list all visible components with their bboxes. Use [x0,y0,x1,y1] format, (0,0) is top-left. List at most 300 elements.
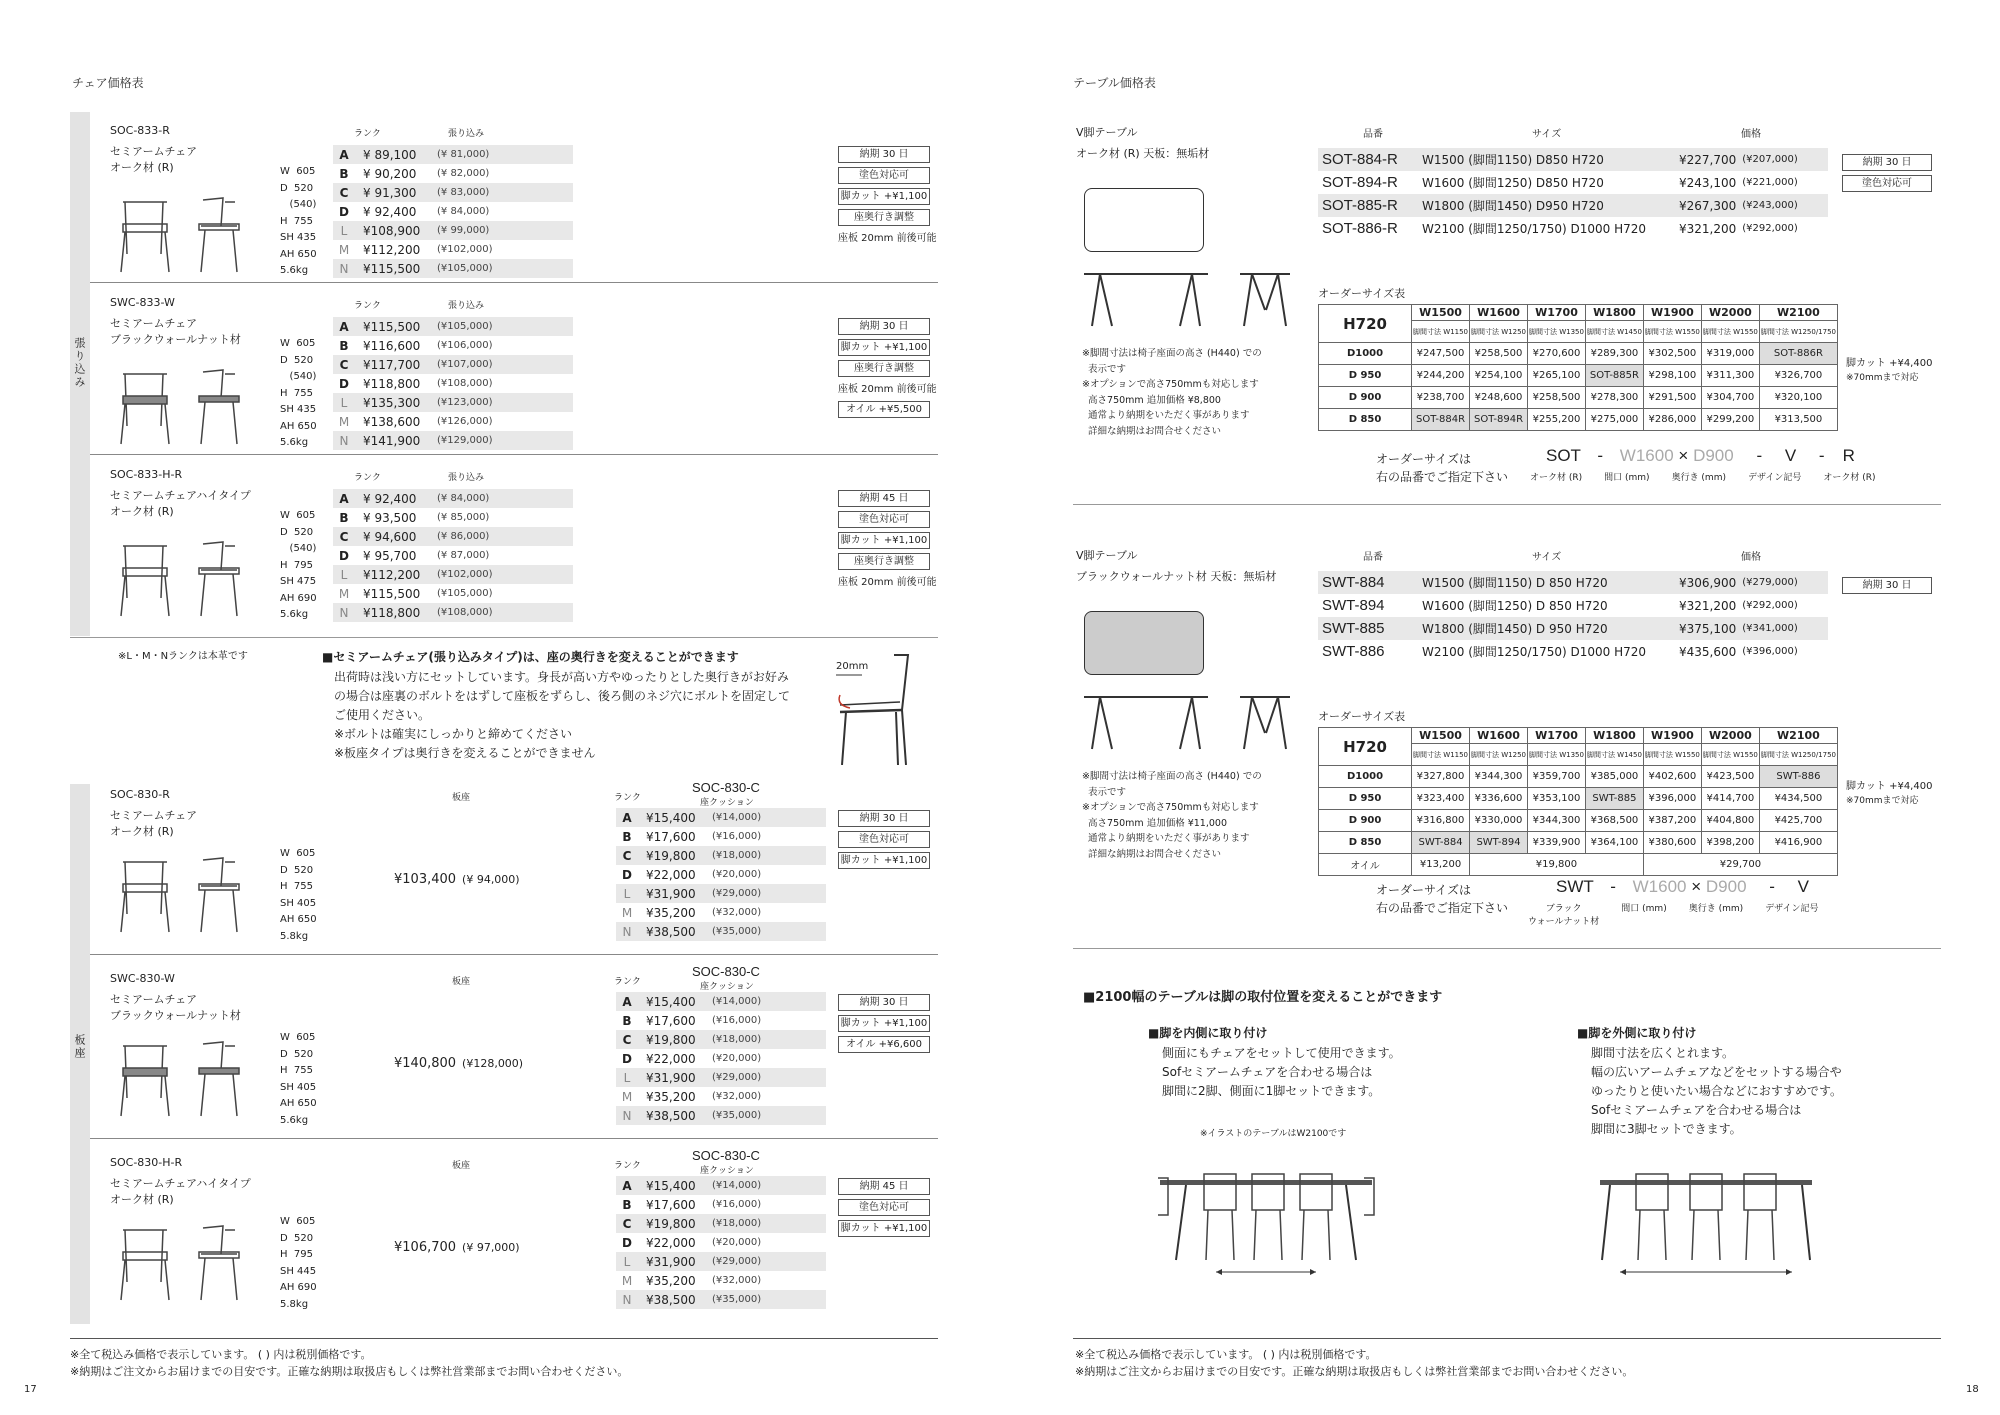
price-rows [333,317,573,450]
rank: B [339,338,349,353]
grid-cell: ¥385,000 [1585,766,1643,788]
col-hinban: 品番 [1363,129,1383,140]
desc-line: ブラックウォールナット材 [110,333,241,346]
table-price-excl-tax: (¥292,000) [1742,600,1798,611]
rank: B [339,510,349,525]
grid-leg-span: 脚間寸法 W1250/1750 [1759,744,1837,766]
price: ¥138,600 [363,414,421,429]
table-price: ¥243,100 [1679,175,1737,190]
price: ¥ 94,600 [363,529,417,544]
rank: N [339,433,349,448]
price-excl-tax: (¥ 99,000) [437,225,490,236]
rank: B [622,1013,632,1028]
price-row [616,1195,826,1214]
footer-line: ※納期はご注文からお届けまでの目安です。正確な納期は取扱店もしくは弊社営業部までお問い合わせください。 [1075,1365,1634,1378]
grid-leg-span: 脚間寸法 W1350 [1527,321,1585,343]
note-line: ※オプションで高さ750mmも対応します [1082,379,1259,390]
price-row [333,489,573,508]
price-row [333,412,573,431]
price-row [616,903,826,922]
grid-cell: ¥258,500 [1470,343,1528,365]
desc-line: オーク材 (R) [110,505,174,518]
price-row [333,393,573,412]
price: ¥15,400 [646,994,696,1009]
desc-line: ブラックウォールナット材 [110,1009,241,1022]
price-excl-tax: (¥32,000) [712,907,762,918]
price-excl-tax: (¥107,000) [437,359,493,370]
table-desc: オーク材 (R) 天板：無垢材 [1076,147,1210,160]
price-row [333,565,573,584]
option-tag: 納期 45 日 [838,1178,930,1195]
option-tag: 塗色対応可 [838,831,930,848]
footer-right [1075,1346,1633,1380]
price-row [333,240,573,259]
price-excl-tax: (¥102,000) [437,569,493,580]
order-cap: デザイン記号 [1747,473,1802,483]
rank: N [622,1292,632,1307]
grid-leg-span: 脚間寸法 W1550 [1701,744,1759,766]
table-code: SWT-894 [1322,597,1385,614]
option-tag: 座奥行き調整 [838,209,930,226]
leg-cut-note: ※70mmまで対応 [1846,796,1919,806]
grid-depth: D 900 [1319,387,1412,409]
price: ¥118,800 [363,376,421,391]
price: ¥19,800 [646,848,696,863]
grid-cell: ¥316,800 [1412,810,1470,832]
price: ¥31,900 [646,1070,696,1085]
grid-cell: ¥238,700 [1412,387,1470,409]
price-row [616,1087,826,1106]
product-desc [110,1175,251,1207]
price: ¥35,200 [646,1273,696,1288]
rank: N [622,924,632,939]
order-width: W1600 [1619,446,1674,465]
option-tag: 座奥行き調整 [838,553,930,570]
grid-width: W1700 [1527,728,1585,744]
table-top-illustration [1084,188,1204,252]
divider [90,282,938,283]
order-instruction-1: オーダーサイズは [1376,452,1472,466]
cushion-code: SOC-830-C [692,780,760,795]
board-header: 板座 [452,1161,471,1171]
grid-cell: ¥304,700 [1701,387,1759,409]
cushion-label: 座クッション [700,982,754,992]
desc-line: セミアームチェアハイタイプ [110,1177,251,1190]
price-row [333,584,573,603]
grid-cell: SWT-885 [1585,788,1643,810]
rank-header: ランク [354,301,381,311]
price: ¥31,900 [646,1254,696,1269]
grid-cell: ¥404,800 [1701,810,1759,832]
rank: D [339,376,349,391]
desc-line: オーク材 (R) [110,1193,174,1206]
option-tag: 納期 30 日 [838,994,930,1011]
rank: M [338,242,350,257]
price-excl-tax: (¥ 83,000) [437,187,490,198]
grid-cell: SWT-886 [1759,766,1837,788]
price-excl-tax: (¥ 81,000) [437,149,490,160]
order-cap: 間口 (mm) [1621,904,1667,914]
price-excl-tax: (¥16,000) [712,1015,762,1026]
rank-header: ランク [354,473,381,483]
board-price: ¥140,800 [394,1056,457,1071]
dimensions: W 605 D 520 (540) H 755 SH 435 AH 650 5.6kg [280,166,317,276]
price-excl-tax: (¥106,000) [437,340,493,351]
note-line: ※脚間寸法は椅子座面の高さ (H440) での [1082,771,1262,782]
grid-cell: ¥291,500 [1643,387,1701,409]
col-size: サイズ [1532,552,1562,563]
desc-line: セミアームチェア [110,317,198,330]
board-price-wrap [394,872,520,887]
rank: C [339,185,349,200]
chair-illustrations [115,194,255,277]
price-row [333,355,573,374]
order-cap: オーク材 (R) [1823,473,1876,483]
sidebar-board-label: 板座 [73,1034,86,1060]
price-row [616,1068,826,1087]
col-size: サイズ [1532,129,1562,140]
grid-cell: ¥344,300 [1470,766,1528,788]
price-row [333,202,573,221]
grid-cell: ¥434,500 [1759,788,1837,810]
grid-cell: ¥425,700 [1759,810,1837,832]
rank: L [340,395,348,410]
price: ¥112,200 [363,567,421,582]
grid-depth: D 950 [1319,365,1412,387]
grid-depth: D 850 [1319,832,1412,854]
grid-width: W2100 [1759,305,1837,321]
leg-cut-note: ※70mmまで対応 [1846,373,1919,383]
rank: M [338,414,350,429]
order-series: SWT [1556,877,1594,896]
price-excl-tax: (¥14,000) [712,812,762,823]
page-number-right: 18 [1966,1384,1979,1395]
price: ¥31,900 [646,886,696,901]
table-price-excl-tax: (¥207,000) [1742,154,1798,165]
order-cap: 奥行き (mm) [1671,473,1726,483]
rank: A [339,491,349,506]
footer-line: ※納期はご注文からお届けまでの目安です。正確な納期は取扱店もしくは弊社営業部までお問い合わせください。 [70,1365,629,1378]
inner-line: 側面にもチェアをセットして使用できます。 [1162,1046,1401,1060]
table-price: ¥435,600 [1679,644,1737,659]
price: ¥108,900 [363,223,421,238]
grid-cell: ¥313,500 [1759,409,1837,431]
price-excl-tax: (¥105,000) [437,263,493,274]
price-excl-tax: (¥35,000) [712,1110,762,1121]
grid-cell: ¥416,900 [1759,832,1837,854]
price-excl-tax: (¥20,000) [712,869,762,880]
price: ¥19,800 [646,1216,696,1231]
grid-leg-span: 脚間寸法 W1450 [1585,744,1643,766]
outer-title: ■脚を外側に取り付け [1577,1026,1697,1040]
price-row [616,1252,826,1271]
option-tag: 納期 45 日 [838,490,930,507]
option-tag: 塗色対応可 [838,1199,930,1216]
outer-legs-illustration [1596,1170,1816,1280]
sidebar-board [70,784,90,1324]
sidebar-upholstered-label: 張り込み [73,337,86,389]
price-row [616,1049,826,1068]
rank: M [621,1089,633,1104]
price-row [333,431,573,450]
price: ¥ 90,200 [363,166,417,181]
chair-illustrations [115,538,255,621]
option-tag: 塗色対応可 [838,167,930,184]
option-tag: 納期 30 日 [1842,154,1932,171]
rank: C [339,357,349,372]
footer-line: ※全て税込み価格で表示しています。 ( ) 内は税別価格です。 [70,1348,372,1361]
table-size: W2100 (脚間1250/1750) D1000 H720 [1422,645,1647,659]
rank-header: ランク [614,793,641,803]
grid-width: W2100 [1759,728,1837,744]
grid-leg-span: 脚間寸法 W1150 [1412,744,1470,766]
grid-cell: ¥248,600 [1470,387,1528,409]
grid-cell: ¥275,000 [1585,409,1643,431]
table-row [1318,640,1828,663]
grid-leg-span: 脚間寸法 W1250 [1470,744,1528,766]
rank: N [622,1108,632,1123]
price-excl-tax: (¥ 82,000) [437,168,490,179]
board-header: 板座 [452,977,471,987]
table-price: ¥375,100 [1679,621,1737,636]
rank: D [339,548,349,563]
price: ¥38,500 [646,924,696,939]
price-rows [616,1176,826,1309]
board-price-excl-tax: (¥ 94,000) [462,873,520,886]
rank: D [339,204,349,219]
adjust-text [334,668,790,763]
option-tag: 納期 30 日 [838,146,930,163]
rank: A [622,1178,632,1193]
table-side-illustration [1080,693,1320,756]
rank: C [622,1216,632,1231]
price-excl-tax: (¥35,000) [712,1294,762,1305]
divider [90,1138,938,1139]
grid-depth: D1000 [1319,343,1412,365]
adjust-mm-label: 20mm [836,661,869,672]
table-size: W1600 (脚間1250) D 850 H720 [1422,599,1608,613]
grid-cell: ¥302,500 [1643,343,1701,365]
upholstered-header: 張り込み [448,473,485,483]
table-price-excl-tax: (¥292,000) [1742,223,1798,234]
chair-illustration [115,1222,255,1302]
order-cap: 奥行き (mm) [1688,904,1744,914]
rank: N [339,261,349,276]
cushion-code: SOC-830-C [692,1148,760,1163]
price-row [616,1271,826,1290]
price-row [616,1011,826,1030]
note-line: 詳細な納期はお問合せください [1082,425,1222,437]
note-line: 通常より納期をいただく事があります [1082,410,1250,421]
rank: N [339,605,349,620]
rank: A [339,147,349,162]
order-depth: D900 [1693,446,1734,465]
inner-line: 脚間に2脚、側面に1脚セットできます。 [1162,1084,1381,1098]
order-wood: R [1842,446,1855,465]
rank-header: ランク [614,1161,641,1171]
grid-oil-price: ¥29,700 [1643,854,1837,876]
order-times: × [1691,877,1702,896]
order-times: × [1678,446,1689,465]
rank: A [339,319,349,334]
rank: A [622,994,632,1009]
product-desc [110,807,197,839]
price: ¥22,000 [646,1051,696,1066]
table-size: W1500 (脚間1150) D 850 H720 [1422,576,1608,590]
table-row [1318,171,1828,194]
grid-leg-span: 脚間寸法 W1350 [1527,744,1585,766]
table-price-title: テーブル価格表 [1073,76,1156,90]
grid-cell: ¥364,100 [1585,832,1643,854]
illustration-note: ※イラストのテーブルはW2100です [1200,1129,1347,1139]
price: ¥ 95,700 [363,548,417,563]
price-row [333,527,573,546]
chair-illustrations [115,366,255,449]
table-price-excl-tax: (¥396,000) [1742,646,1798,657]
product-desc [110,143,197,175]
product-name: SOC-833-R [110,124,170,137]
grid-cell: ¥387,200 [1643,810,1701,832]
table-size: W1800 (脚間1450) D 950 H720 [1422,622,1608,636]
board-price-wrap [394,1056,523,1071]
desc-line: セミアームチェア [110,993,198,1006]
dimensions: W 605 D 520 H 795 SH 445 AH 690 5.8kg [280,1216,317,1310]
desc-line: セミアームチェア [110,145,198,158]
desc-line: セミアームチェア [110,809,198,822]
option-note: 座板 20mm 前後可能 [838,577,937,588]
price: ¥ 91,300 [363,185,417,200]
grid-cell: ¥326,700 [1759,365,1837,387]
grid-width: W1800 [1585,305,1643,321]
order-cap: デザイン記号 [1765,904,1819,914]
inner-text [1162,1044,1401,1101]
grid-leg-span: 脚間寸法 W1250 [1470,321,1528,343]
option-tags [838,146,937,244]
adjust-line: ※板座タイプは奥行きを変えることができません [334,746,596,760]
rank: D [622,1051,632,1066]
price: ¥141,900 [363,433,421,448]
option-tag: 脚カット +¥1,100 [838,1220,930,1237]
price-row [333,508,573,527]
grid-oil-price: ¥19,800 [1470,854,1644,876]
table-code: SOT-884-R [1322,151,1398,168]
grid-cell: ¥247,500 [1412,343,1470,365]
price: ¥15,400 [646,1178,696,1193]
rank-header: ランク [354,129,381,139]
rank: B [622,829,632,844]
board-price-excl-tax: (¥ 97,000) [462,1241,520,1254]
divider [90,454,938,455]
price-row [616,1290,826,1309]
product-desc [110,991,241,1023]
price-excl-tax: (¥16,000) [712,1199,762,1210]
dimensions: W 605 D 520 (540) H 755 SH 435 AH 650 5.6kg [280,338,317,448]
price: ¥35,200 [646,905,696,920]
table-notes [1082,346,1262,439]
divider [1073,504,1941,505]
price-row [333,259,573,278]
price-excl-tax: (¥129,000) [437,435,493,446]
grid-cell: ¥402,600 [1643,766,1701,788]
price-excl-tax: (¥29,000) [712,888,762,899]
dimensions: W 605 D 520 H 755 SH 405 AH 650 5.6kg [280,1032,317,1126]
grid-cell: SOT-885R [1585,365,1643,387]
option-tag: 脚カット +¥1,100 [838,1015,930,1032]
price-row [333,221,573,240]
product-name: SOC-833-H-R [110,468,183,481]
price: ¥35,200 [646,1089,696,1104]
grid-cell: SOT-884R [1412,409,1470,431]
board-header: 板座 [452,793,471,803]
price-row [616,1214,826,1233]
rank: L [623,1254,631,1269]
adjust-title: ■セミアームチェア(張り込みタイプ)は、座の奥行きを変えることができます [322,650,739,664]
price-row [616,846,826,865]
price-excl-tax: (¥ 84,000) [437,493,490,504]
board-price-wrap [394,1240,520,1255]
desc-line: セミアームチェアハイタイプ [110,489,251,502]
grid-leg-span: 脚間寸法 W1250/1750 [1759,321,1837,343]
grid-cell: ¥270,600 [1527,343,1585,365]
option-tag: 脚カット +¥1,100 [838,339,930,356]
option-tags [838,318,937,422]
table-side-illustration [1080,270,1320,333]
adjust-line: ご使用ください。 [334,708,431,722]
option-tag: 納期 30 日 [1842,577,1932,594]
grid-cell: ¥398,200 [1701,832,1759,854]
option-tag: 塗色対応可 [1842,175,1932,192]
rank: L [340,567,348,582]
note-line: 表示です [1082,363,1127,375]
grid-cell: ¥255,200 [1527,409,1585,431]
cushion-label: 座クッション [700,798,754,808]
order-captions [1528,901,1819,927]
grid-leg-span: 脚間寸法 W1550 [1701,321,1759,343]
price-excl-tax: (¥18,000) [712,850,762,861]
table-code: SWT-886 [1322,643,1385,660]
table-price: ¥321,200 [1679,221,1737,236]
grid-cell: SWT-894 [1470,832,1528,854]
price-excl-tax: (¥105,000) [437,588,493,599]
table-row [1318,217,1828,240]
grid-cell: ¥336,600 [1470,788,1528,810]
table-top-illustration [1084,611,1204,675]
board-price: ¥103,400 [394,872,457,887]
option-tag: オイル +¥5,500 [838,401,930,418]
board-price: ¥106,700 [394,1240,457,1255]
rank: D [622,1235,632,1250]
price: ¥19,800 [646,1032,696,1047]
rank: B [339,166,349,181]
rank: L [623,886,631,901]
option-tags [838,490,937,588]
price-excl-tax: (¥126,000) [437,416,493,427]
upholstered-header: 張り込み [448,301,485,311]
grid-width: W1500 [1412,728,1470,744]
note-line: 通常より納期をいただく事があります [1082,833,1250,844]
col-price: 価格 [1741,552,1761,563]
table-price: ¥267,300 [1679,198,1737,213]
col-hinban: 品番 [1363,552,1383,563]
price-excl-tax: (¥20,000) [712,1237,762,1248]
adjust-line: ※ボルトは確実にしっかりと締めてください [334,727,573,741]
price-excl-tax: (¥ 87,000) [437,550,490,561]
footer-line: ※全て税込み価格で表示しています。 ( ) 内は税別価格です。 [1075,1348,1377,1361]
note-line: 高さ750mm 追加価格 ¥8,800 [1082,394,1221,406]
order-cap: ブラック [1545,904,1582,914]
chair-illustrations [115,854,255,937]
grid-width: W1600 [1470,305,1528,321]
